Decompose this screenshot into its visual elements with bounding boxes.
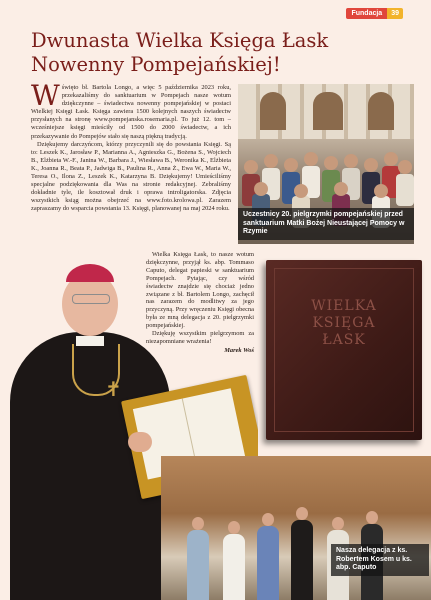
book-cover-title [266, 298, 422, 349]
paragraph-1 [31, 79, 231, 141]
article-title [31, 29, 411, 77]
dropcap: W [31, 79, 60, 112]
pectoral-cross-icon: ✝ [105, 379, 122, 401]
paragraph-3: Wielka Księga Łask, to nasze wotum dziękczynne, przyjął ks. abp. Tommaso Caputo, delegat papieski w sanktuarium Pompejach. Pytając, czy wśród świadectw znajdzie się chociaż jedno związane z bł. Bartolem Longo, zachęcił nas zarazem do modlitwy za jego przyczyną. Przy wręczeniu Księgi obecna była ze mną delegacja z 20. pielgrzymki pompejańskiej. [146, 251, 254, 330]
book-cover-line-3: ŁASK [322, 332, 366, 348]
page-number: 39 [387, 8, 403, 19]
title-line-2: Nowenny Pompejańskiej! [31, 53, 281, 76]
book-cover-line-2: KSIĘGA [312, 315, 376, 331]
paragraph-2: Dziękujemy darczyńcom, którzy przyczynili się do powstania Księgi. Są to: Leszek K., Jarosław P., Marianna A., Agnieszka G., Bożena S., Wojciech B., Elżbieta W.-F., Janina W., Barbara J., Wiesława B., Weronika K., Elżbieta K., Joanna R., Beata P., Jadwiga B., Paulina R., Anna Ż., Ewa W., Maria W., Teresa O., Ilona Z., Leszek K., Katarzyna B. Dziękujemy! Umieściliśmy specjalne podziękowania dla Was na stronie redakcyjnej. Zebraliśmy dokładnie tyle, ile kosztował druk i oprawa introligatorska. Zdjęcia wszystkich ksiąg można obejrzeć na www.foto.krolowa.pl. Zarazem zapraszamy do wsparcia powstania 13. Księgi, planowanej na maj 2024 roku. [31, 140, 231, 213]
delegation-photo-caption: Nasza delegacja z ks. Robertem Kosem u ks. abp. Caputo [331, 544, 429, 576]
delegation-photo [161, 456, 431, 600]
book-of-graces-photo [266, 260, 422, 440]
pilgrims-photo-caption: Uczestnicy 20. pielgrzymki pompejańskiej przed sanktuarium Matki Bożej Nieustającej Pomocy w Rzymie [238, 208, 414, 240]
paragraph-1-text: święto bł. Bartola Longo, a więc 5 października 2023 roku, przekazaliśmy do sanktuarium w Pompejach nasze wotum dziękczynne – świadectwa nowenny pompejańskiej w postaci Wielkiej Księgi Łask. Księga zawiera 1500 kolejnych naszych świadectw przysłanych na stronę www.pompejanska.rosemaria.pl. To już 12. tom – wcześniejsze księgi mieściły od 1500 do 2000 świadectw, a ich przekazywanie do Pompejów stało się naszą piękną tradycją. [31, 84, 231, 140]
hand [128, 432, 152, 452]
glasses [72, 294, 110, 304]
section-tag [346, 8, 403, 19]
zucchetto [66, 264, 114, 282]
article-body-left [31, 79, 231, 214]
paragraph-4: Dziękuję wszystkim pielgrzymom za niezapomniane wrażenia! [146, 330, 254, 345]
book-cover-frame [274, 268, 414, 432]
author: Marek Woś [224, 346, 254, 354]
section-label: Fundacja [346, 8, 387, 19]
book-cover-line-1: WIELKA [311, 298, 377, 314]
title-line-1: Dwunasta Wielka Księga Łask [31, 29, 329, 52]
article-body-middle [146, 251, 254, 355]
